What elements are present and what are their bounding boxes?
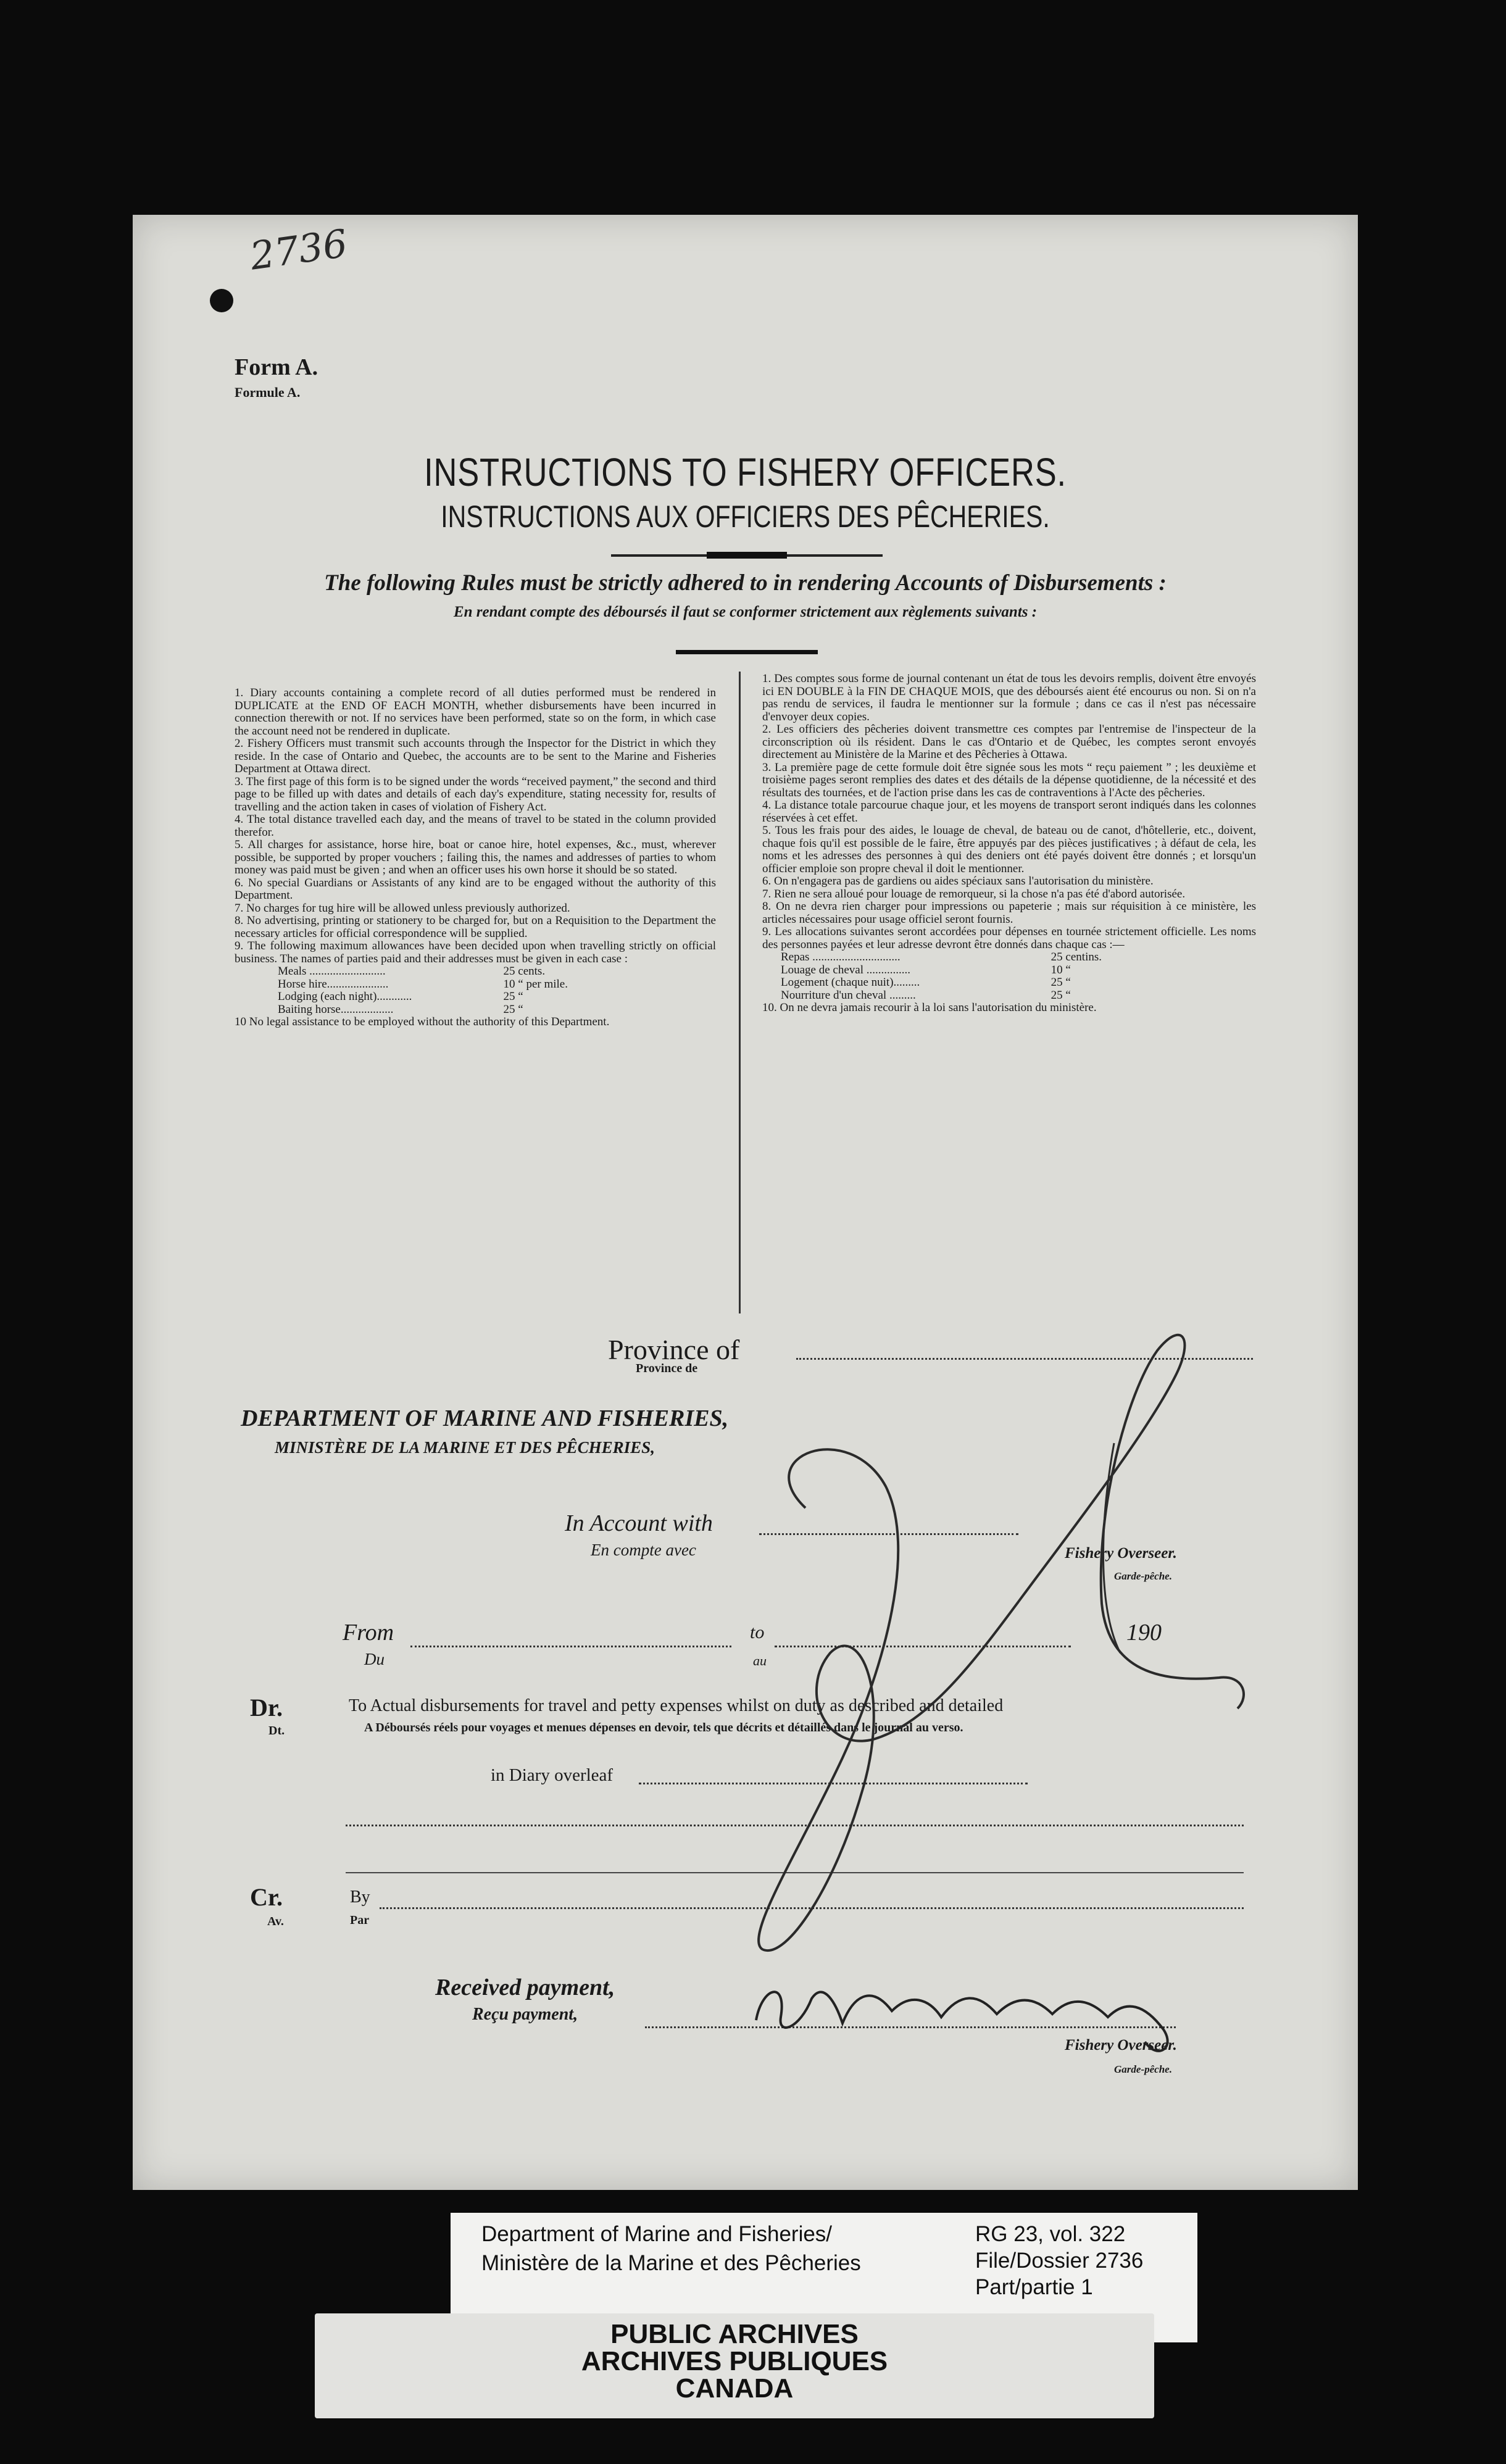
rule-item: 8. No advertising, printing or stationery to be charged for, but on a Requisition to the Department the necessary articles for official correspondence will be supplied. xyxy=(235,914,716,940)
rule-item: 9. The following maximum allowances have been decided upon when travelling strictly on official business. The names of parties paid and their addresses must be given in each case : xyxy=(235,939,716,965)
debit-label: Dr. xyxy=(250,1694,283,1721)
rules-column-fr xyxy=(762,673,1256,1015)
archives-stamp xyxy=(315,2313,1154,2418)
year-label: 190 xyxy=(1126,1620,1162,1646)
form-label: Form A. xyxy=(235,354,318,380)
allowance-rate: 10 “ xyxy=(1050,963,1071,976)
stamp-line: CANADA xyxy=(675,2373,794,2404)
column-divider xyxy=(739,672,741,1313)
allowance-table-fr xyxy=(781,951,1102,1002)
allowance-rate: 25 “ xyxy=(503,990,523,1003)
diary-amount-field[interactable] xyxy=(639,1783,1028,1784)
allowance-item: Logement (chaque nuit)......... xyxy=(781,976,920,989)
rule-item-fr: 7. Rien ne sera alloué pour louage de remorqueur, si la chose n'a pas été d'abord autorisée. xyxy=(762,887,1186,901)
rule-item-fr: 10. On ne devra jamais recourir à la loi sans l'autorisation du ministère. xyxy=(762,1001,1097,1014)
archive-label-department-fr: Ministère de la Marine et des Pêcheries xyxy=(481,2251,861,2275)
rules-divider xyxy=(676,650,818,654)
allowance-item: Lodging (each night)............ xyxy=(278,990,412,1003)
overseer-label: Fishery Overseer. xyxy=(1065,1545,1177,1562)
entry-line[interactable] xyxy=(346,1825,1244,1826)
rule-item: 6. No special Guardians or Assistants of any kind are to be engaged without the authority of this Department. xyxy=(235,876,716,902)
allowance-table xyxy=(278,965,568,1016)
by-label: By xyxy=(350,1888,370,1907)
account-name-field[interactable] xyxy=(759,1533,1018,1535)
archive-label-department: Department of Marine and Fisheries/ xyxy=(481,2222,833,2246)
stamp-line: PUBLIC ARCHIVES xyxy=(610,2319,859,2349)
large-cancel-mark xyxy=(759,1335,1244,1950)
rule-item: 4. The total distance travelled each day, and the means of travel to be stated in the column provided therefor. xyxy=(235,813,716,839)
received-payment-label: Received payment, xyxy=(435,1975,615,2000)
rule-item: 3. The first page of this form is to be signed under the words “received payment,” the second and third page to be filled up with dates and details of each day's expenditure, stating necessity for, results of travelling and the action taken in cases of violation of Fishery Act. xyxy=(235,775,716,814)
signature-overseer-label: Fishery Overseer. xyxy=(1065,2037,1177,2054)
disbursement-text: To Actual disbursements for travel and petty expenses whilst on duty as described and detailed xyxy=(349,1696,1004,1715)
to-label-fr: au xyxy=(753,1653,767,1668)
department-heading: DEPARTMENT OF MARINE AND FISHERIES, xyxy=(241,1405,729,1431)
allowance-rate: 25 “ xyxy=(1050,976,1071,989)
allowance-rate: 25 “ xyxy=(503,1002,523,1016)
credit-label-fr: Av. xyxy=(267,1915,284,1928)
page-title: INSTRUCTIONS TO FISHERY OFFICERS. xyxy=(424,450,1067,494)
province-field[interactable] xyxy=(796,1358,1253,1360)
to-date-field[interactable] xyxy=(775,1646,1071,1647)
rule-item: 10 No legal assistance to be employed without the authority of this Department. xyxy=(235,1015,610,1028)
page-title-fr: INSTRUCTIONS AUX OFFICIERS DES PÊCHERIES. xyxy=(441,499,1050,534)
department-heading-fr: MINISTÈRE DE LA MARINE ET DES PÊCHERIES, xyxy=(275,1438,655,1457)
allowance-item: Nourriture d'un cheval ......... xyxy=(781,988,916,1002)
allowance-item: Louage de cheval ............... xyxy=(781,963,910,976)
credit-label: Cr. xyxy=(250,1883,283,1911)
rules-intro: The following Rules must be strictly adhered to in rendering Accounts of Disbursements : xyxy=(324,570,1167,596)
in-account-label: In Account with xyxy=(565,1510,713,1536)
rule-item-fr: 1. Des comptes sous forme de journal contenant un état de tous les devoirs remplis, doivent être envoyés ici EN DOUBLE à la FIN DE CHAQUE MOIS, que des déboursés aient été encourus ou non. Si on n'a pas rendu de services, il faudra le mentionner sur la formule ; dans ce cas il n'est pas nécessaire d'envoyer deux copies. xyxy=(762,672,1256,723)
form-label-fr: Formule A. xyxy=(235,385,301,400)
stamp-line: ARCHIVES PUBLIQUES xyxy=(581,2346,888,2376)
province-label-fr: Province de xyxy=(636,1362,698,1375)
allowance-rate: 10 “ per mile. xyxy=(503,977,568,991)
archive-label-rg: RG 23, vol. 322 xyxy=(975,2222,1126,2246)
credit-field[interactable] xyxy=(380,1907,1244,1909)
allowance-item: Repas .............................. xyxy=(781,951,901,964)
allowance-rate: 25 cents. xyxy=(503,965,546,978)
diary-overleaf-label: in Diary overleaf xyxy=(491,1765,614,1785)
archive-label-part: Part/partie 1 xyxy=(975,2275,1093,2299)
from-label-fr: Du xyxy=(364,1650,385,1668)
in-account-label-fr: En compte avec xyxy=(591,1541,696,1559)
from-label: From xyxy=(343,1620,394,1646)
to-label: to xyxy=(750,1622,765,1642)
rule-item: 2. Fishery Officers must transmit such accounts through the Inspector for the District in which they reside. In the case of Ontario and Quebec, the accounts are to be sent to the Marine and Fisheries Department at Ottawa direct. xyxy=(235,737,716,775)
rule-item: 7. No charges for tug hire will be allowed unless previously authorized. xyxy=(235,901,570,915)
rule-item-fr: 5. Tous les frais pour des aides, le louage de cheval, de bateau ou de canot, d'hôtellerie, etc., doivent, chaque fois qu'il est possible de le faire, être appuyés par des pièces justificatives ; à défaut de cela, les noms et les adresses des personnes à qui des deniers ont été payés doivent être donnés ; et lorsqu'un officier emploie son propre cheval il doit le mentionner. xyxy=(762,824,1256,875)
rules-column-en xyxy=(235,687,716,1029)
received-payment-label-fr: Reçu payment, xyxy=(472,2005,578,2024)
province-label: Province of xyxy=(608,1334,740,1365)
from-date-field[interactable] xyxy=(410,1646,731,1647)
debit-label-fr: Dt. xyxy=(268,1724,285,1738)
title-divider-bar xyxy=(707,552,787,559)
by-label-fr: Par xyxy=(350,1913,370,1927)
rule-item-fr: 9. Les allocations suivantes seront accordées pour dépenses en tournée strictement officielle. Les noms des personnes payées et leur adresse devront être donnés dans chaque cas :— xyxy=(762,925,1256,951)
rule-item-fr: 2. Les officiers des pêcheries doivent transmettre ces comptes par l'entremise de l'inspecteur de la circonscription où ils résident. Dans le cas d'Ontario et de Québec, les comptes seront envoyés directement au Ministère de la Marine et des Pêcheries à Ottawa. xyxy=(762,723,1256,761)
allowance-rate: 25 “ xyxy=(1050,988,1071,1002)
rule-item: 1. Diary accounts containing a complete record of all duties performed must be rendered in DUPLICATE at the END OF EACH MONTH, whether disbursements have been incurred in connection therewith or not. If no services have been performed, state so on the form, in which case the account need not be rendered in duplicate. xyxy=(235,686,716,738)
allowance-item: Meals .......................... xyxy=(278,965,386,978)
handwritten-file-number: 2736 xyxy=(247,220,351,279)
allowance-item: Baiting horse.................. xyxy=(278,1002,394,1016)
allowance-item: Horse hire..................... xyxy=(278,977,389,991)
total-line xyxy=(346,1872,1244,1873)
rules-intro-fr: En rendant compte des déboursés il faut se conformer strictement aux règlements suivants : xyxy=(453,604,1038,620)
overseer-label-fr: Garde-pêche. xyxy=(1114,1570,1172,1582)
disbursement-text-fr: A Déboursés réels pour voyages et menues dépenses en devoir, tels que décrits et détaillés dans le journal au verso. xyxy=(364,1721,963,1734)
rule-item-fr: 3. La première page de cette formule doit être signée sous les mots “ reçu paiement ” ; les deuxième et troisième pages seront remplies des dates et des détails de la dépense quotidienne, de la nécessité et des résultats des tournées, et de l'action prise dans les cas de contraventions à l'Acte des pêcheries. xyxy=(762,760,1256,799)
rule-item-fr: 6. On n'engagera pas de gardiens ou aides spéciaux sans l'autorisation du ministère. xyxy=(762,875,1154,888)
document-page xyxy=(133,215,1358,2190)
signature-field[interactable] xyxy=(645,2026,1176,2028)
archive-label-file: File/Dossier 2736 xyxy=(975,2249,1144,2273)
allowance-rate: 25 centins. xyxy=(1050,951,1102,964)
rule-item-fr: 4. La distance totale parcourue chaque jour, et les moyens de transport seront indiqués dans les colonnes réservées à cet effet. xyxy=(762,799,1256,825)
punch-hole xyxy=(210,289,233,312)
rule-item: 5. All charges for assistance, horse hire, boat or canoe hire, hotel expenses, &c., must, wherever possible, be supported by proper vouchers ; failing this, the names and addresses of parties to whom money was paid must be given ; and when an officer uses his own horse it should be so stated. xyxy=(235,838,716,876)
signature-overseer-label-fr: Garde-pêche. xyxy=(1114,2063,1172,2075)
rule-item-fr: 8. On ne devra rien charger pour impressions ou papeterie ; mais sur réquisition à ce ministère, les articles nécessaires pour usage officiel seront fournis. xyxy=(762,900,1256,926)
